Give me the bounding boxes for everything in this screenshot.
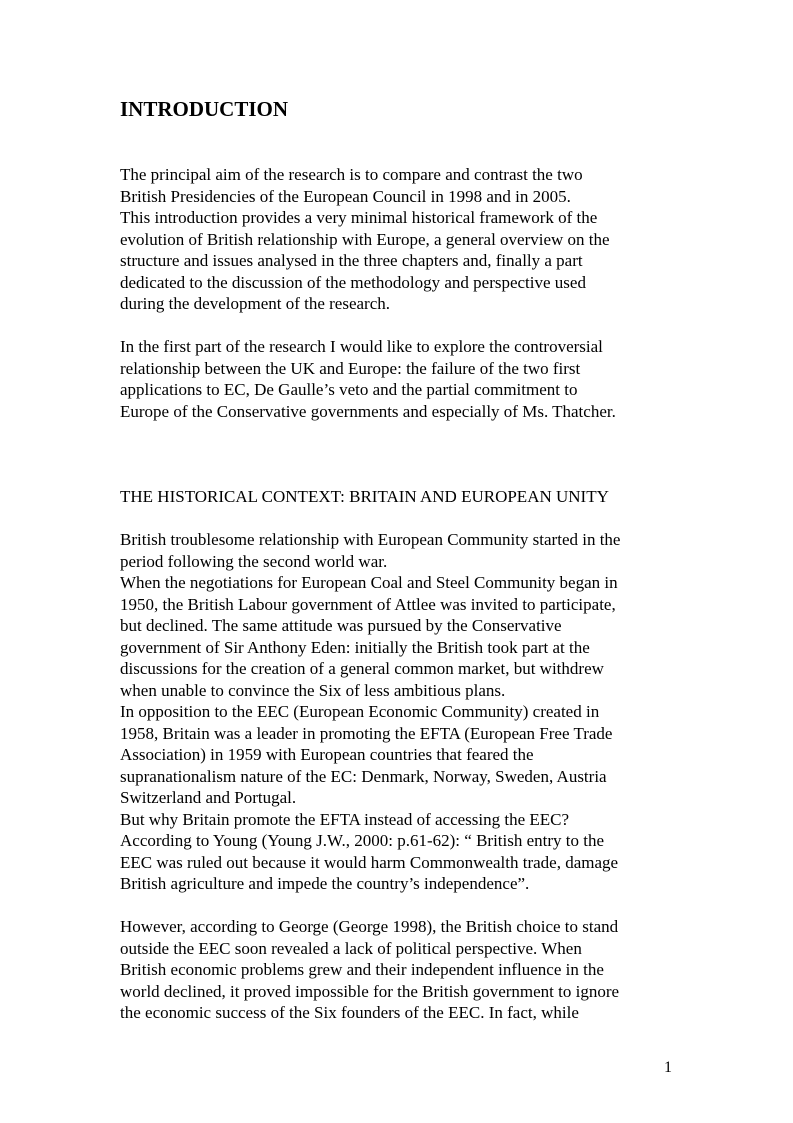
paragraph-line: when unable to convince the Six of less ambitious plans.	[120, 680, 506, 700]
paragraph-line: structure and issues analysed in the three chapters and, finally a part	[120, 251, 583, 270]
section-heading: THE HISTORICAL CONTEXT: BRITAIN AND EUROPEAN UNITY	[120, 487, 609, 506]
paragraph-line: British Presidencies of the European Council in 1998 and in 2005.	[120, 186, 571, 206]
paragraph-line: Association) in 1959 with European countries that feared the	[120, 745, 534, 764]
first-part-paragraph	[120, 336, 690, 422]
paragraph-line: 1950, the British Labour government of Attlee was invited to participate,	[120, 594, 616, 614]
paragraph-line: relationship between the UK and Europe: the failure of the two first	[120, 358, 581, 378]
paragraph-line: When the negotiations for European Coal and Steel Community began in	[120, 573, 618, 592]
paragraph-line: Switzerland and Portugal.	[120, 788, 297, 807]
paragraph-line: Europe of the Conservative governments and especially of Ms. Thatcher.	[120, 401, 616, 421]
paragraph-line: But why Britain promote the EFTA instead of accessing the EEC?	[120, 809, 570, 829]
paragraph-line: world declined, it proved impossible for the British government to ignore	[120, 981, 620, 1001]
history-paragraph	[120, 529, 690, 895]
paragraph-line: British economic problems grew and their independent influence in the	[120, 960, 604, 979]
george-paragraph	[120, 916, 690, 1024]
paragraph-line: outside the EEC soon revealed a lack of political perspective. When	[120, 938, 582, 958]
page-number: 1	[664, 1059, 672, 1076]
paragraph-line: dedicated to the discussion of the methodology and perspective used	[120, 272, 586, 292]
paragraph-line: the economic success of the Six founders of the EEC. In fact, while	[120, 1003, 579, 1022]
paragraph-line: EEC was ruled out because it would harm Commonwealth trade, damage	[120, 852, 619, 872]
paragraph-line: applications to EC, De Gaulle’s veto and the partial commitment to	[120, 380, 578, 399]
paragraph-line: discussions for the creation of a general common market, but withdrew	[120, 659, 604, 678]
paragraph-line: period following the second world war.	[120, 551, 388, 571]
paragraph-line: 1958, Britain was a leader in promoting the EFTA (European Free Trade	[120, 723, 613, 743]
paragraph-line: during the development of the research.	[120, 294, 391, 313]
paragraph-line: The principal aim of the research is to compare and contrast the two	[120, 165, 583, 184]
paragraph-line: but declined. The same attitude was pursued by the Conservative	[120, 616, 562, 635]
paragraph-line: British agriculture and impede the country’s independence”.	[120, 874, 530, 893]
intro-paragraph	[120, 164, 690, 315]
page-title: INTRODUCTION	[120, 97, 289, 121]
paragraph-line: evolution of British relationship with Europe, a general overview on the	[120, 229, 610, 249]
paragraph-line: government of Sir Anthony Eden: initially the British took part at the	[120, 637, 590, 657]
paragraph-line: According to Young (Young J.W., 2000: p.61-62): “ British entry to the	[120, 831, 605, 850]
paragraph-line: supranationalism nature of the EC: Denmark, Norway, Sweden, Austria	[120, 766, 607, 786]
paragraph-line: In opposition to the EEC (European Economic Community) created in	[120, 702, 600, 721]
paragraph-line: However, according to George (George 1998), the British choice to stand	[120, 917, 619, 936]
paragraph-line: In the first part of the research I would like to explore the controversial	[120, 337, 603, 356]
paragraph-line: British troublesome relationship with European Community started in the	[120, 530, 621, 549]
paragraph-line: This introduction provides a very minimal historical framework of the	[120, 208, 598, 227]
